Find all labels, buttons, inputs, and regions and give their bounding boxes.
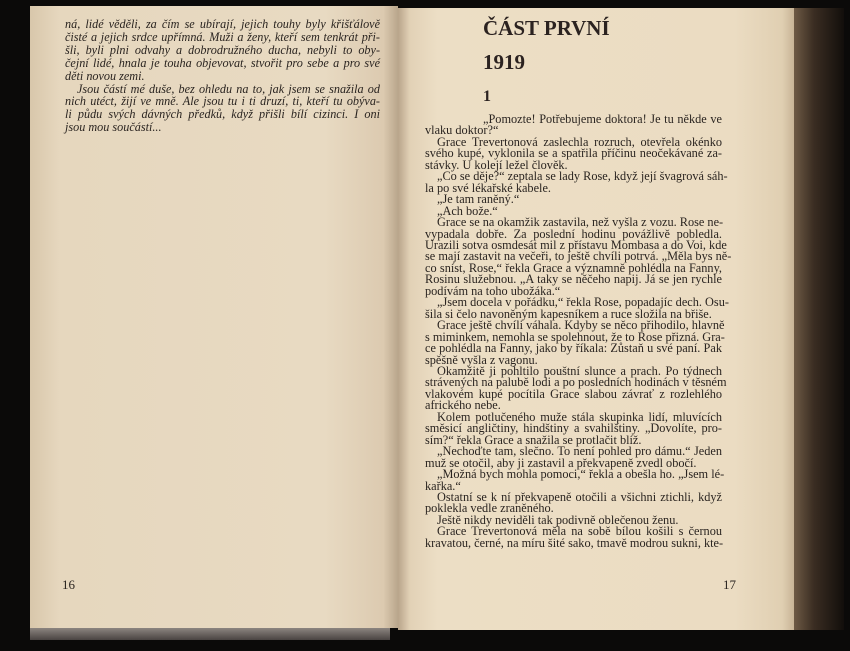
paragraph [425, 318, 725, 367]
paragraph [425, 526, 722, 549]
text-line: strávených na palubě lodi a po posledních hodinách v těsném [425, 375, 727, 390]
paragraph [425, 295, 729, 321]
paragraph [65, 18, 380, 83]
text-line: „Ach bože.“ [437, 203, 498, 218]
text-line: vlakovém kupé pocítila Grace slabou závrať z rozlehlého [425, 386, 722, 401]
right-page-body [425, 112, 732, 550]
text-line: la po své lékařské kabele. [425, 180, 551, 195]
text-line: „Je tam raněný.“ [437, 192, 520, 207]
text-line: „Možná bych mohla pomoci,“ řekla a obešla ho. „Jsem lé- [437, 467, 725, 482]
text-line: li půdu svých dávných předků, když přišli bílí cizinci. I oni [65, 107, 380, 122]
text-line: Grace ještě chvíli váhala. Kdyby se něco přihodilo, hlavně [437, 318, 725, 333]
text-line: Urazili sotva osmdesát mil z přístavu Mombasa a do Voi, kde [425, 237, 727, 252]
page-edge-shadow [794, 8, 844, 630]
text-line: vlaku doktor?“ [425, 123, 499, 138]
text-line: Jsou částí mé duše, bez ohledu na to, jak jsem se snažila od [77, 81, 380, 96]
paragraph [425, 409, 722, 447]
text-line: Okamžitě ji pohltilo pouštní slunce a prach. Po týdnech [437, 363, 722, 378]
text-line: ce pohlédla na Fanny, jako by říkala: Zůstaň u své paní. Pak [425, 341, 722, 356]
text-line: šila si čelo navoněným kapesníkem a ruce složila na břiše. [425, 306, 712, 321]
text-line: vypadala dobře. Za poslední hodinu povážlivě pobledla. [425, 226, 722, 241]
text-line: Grace se na okamžik zastavila, než vyšla z vozu. Rose ne- [437, 215, 724, 230]
text-line: svého kupé, vyklonila se a spatřila příčinu neočekávané za- [425, 146, 722, 161]
text-line: Rosinu služebnou. „A taky se něčeho napij. Já se jen rychle [425, 272, 722, 287]
text-line: Ostatní se k ní překvapeně otočili a všichni ztichli, když [437, 489, 722, 504]
text-line: co sníst, Rose,“ řekla Grace a významně pohlédla na Fanny, [425, 260, 722, 275]
paragraph [425, 169, 728, 195]
text-line: kravatou, černé, na míru šité sako, tmavě modrou sukni, kte- [425, 535, 724, 550]
paragraph [425, 467, 725, 493]
paragraph [425, 446, 722, 469]
text-line: „Co se děje?“ zeptala se lady Rose, když její švagrová sáh- [437, 169, 728, 184]
text-line: stávky. U kolejí ležel člověk. [425, 157, 568, 172]
right-page-number: 17 [723, 577, 736, 592]
paragraph [425, 489, 722, 516]
text-line: Ještě nikdy neviděli tak podivně oblečenou ženu. [437, 512, 679, 527]
text-line: děti novou zemi. [65, 68, 145, 83]
text-line: muž se otočil, aby ji zastavil a překvapeně zvedl obočí. [425, 455, 697, 470]
text-line: „Jsem docela v pořádku,“ řekla Rose, popadajíc dech. Osu- [437, 295, 729, 310]
text-line: kařka.“ [425, 478, 461, 493]
paragraph [425, 363, 727, 413]
text-line: jsou mou součástí... [65, 120, 162, 135]
paragraph [425, 134, 722, 172]
paragraph [425, 215, 732, 298]
left-page-number: 16 [62, 577, 75, 592]
text-line: poklekla vedle zraněného. [425, 501, 554, 516]
text-line: čejní lidé, hnala je touha objevovat, stvořit pro sebe a pro své [65, 55, 380, 70]
text-line: podívám na toho ubožáka.“ [425, 283, 561, 298]
text-line: čisté a jejich srdce upřímná. Muži a ženy, kteří sem tenkrát při- [65, 29, 380, 44]
text-line: s miminkem, nemohla se spolehnout, že to Rose přizná. Gra- [425, 329, 725, 344]
text-line: Kolem potlučeného muže stála skupinka lidí, mluvících [437, 409, 722, 424]
text-line: ná, lidé věděli, za čím se ubírají, jejich touhy byly křišťálově [65, 17, 380, 31]
text-line: směsicí angličtiny, hindštiny a svahilštiny. „Dovolíte, pro- [425, 421, 722, 436]
text-line: Grace Trevertonová zaslechla rozruch, otevřela okénko [437, 134, 722, 149]
book-cover-edge [30, 628, 390, 640]
text-line: afrického nebe. [425, 398, 501, 413]
paragraph [425, 114, 722, 137]
text-line: šli, byli plni odvahy a dobrodružného ducha, nebyli to oby- [65, 42, 380, 57]
text-line: se mají zastavit na večeři, to ještě chvíli potrvá. „Měla bys ně- [425, 249, 732, 264]
paragraph [65, 83, 380, 135]
chapter-number: 1 [483, 88, 491, 105]
text-line: spěšně vyšla z vagonu. [425, 352, 538, 367]
left-page-body [65, 18, 380, 134]
part-title: ČÁST PRVNÍ [483, 16, 610, 40]
text-line: „Nechoďte tam, slečno. To není pohled pro dámu.“ Jeden [437, 444, 722, 459]
year-heading: 1919 [483, 50, 525, 74]
text-line: „Pomozte! Potřebujeme doktora! Je tu někde ve [483, 112, 722, 126]
text-line: sím?“ řekla Grace a snažila se protlačit blíž. [425, 432, 642, 447]
text-line: nich utéct, žijí ve mně. Ale jsou tu i ti druzí, ti, kteří tu obýva- [65, 94, 380, 109]
text-line: Grace Trevertonová měla na sobě bílou košili s černou [437, 524, 722, 539]
